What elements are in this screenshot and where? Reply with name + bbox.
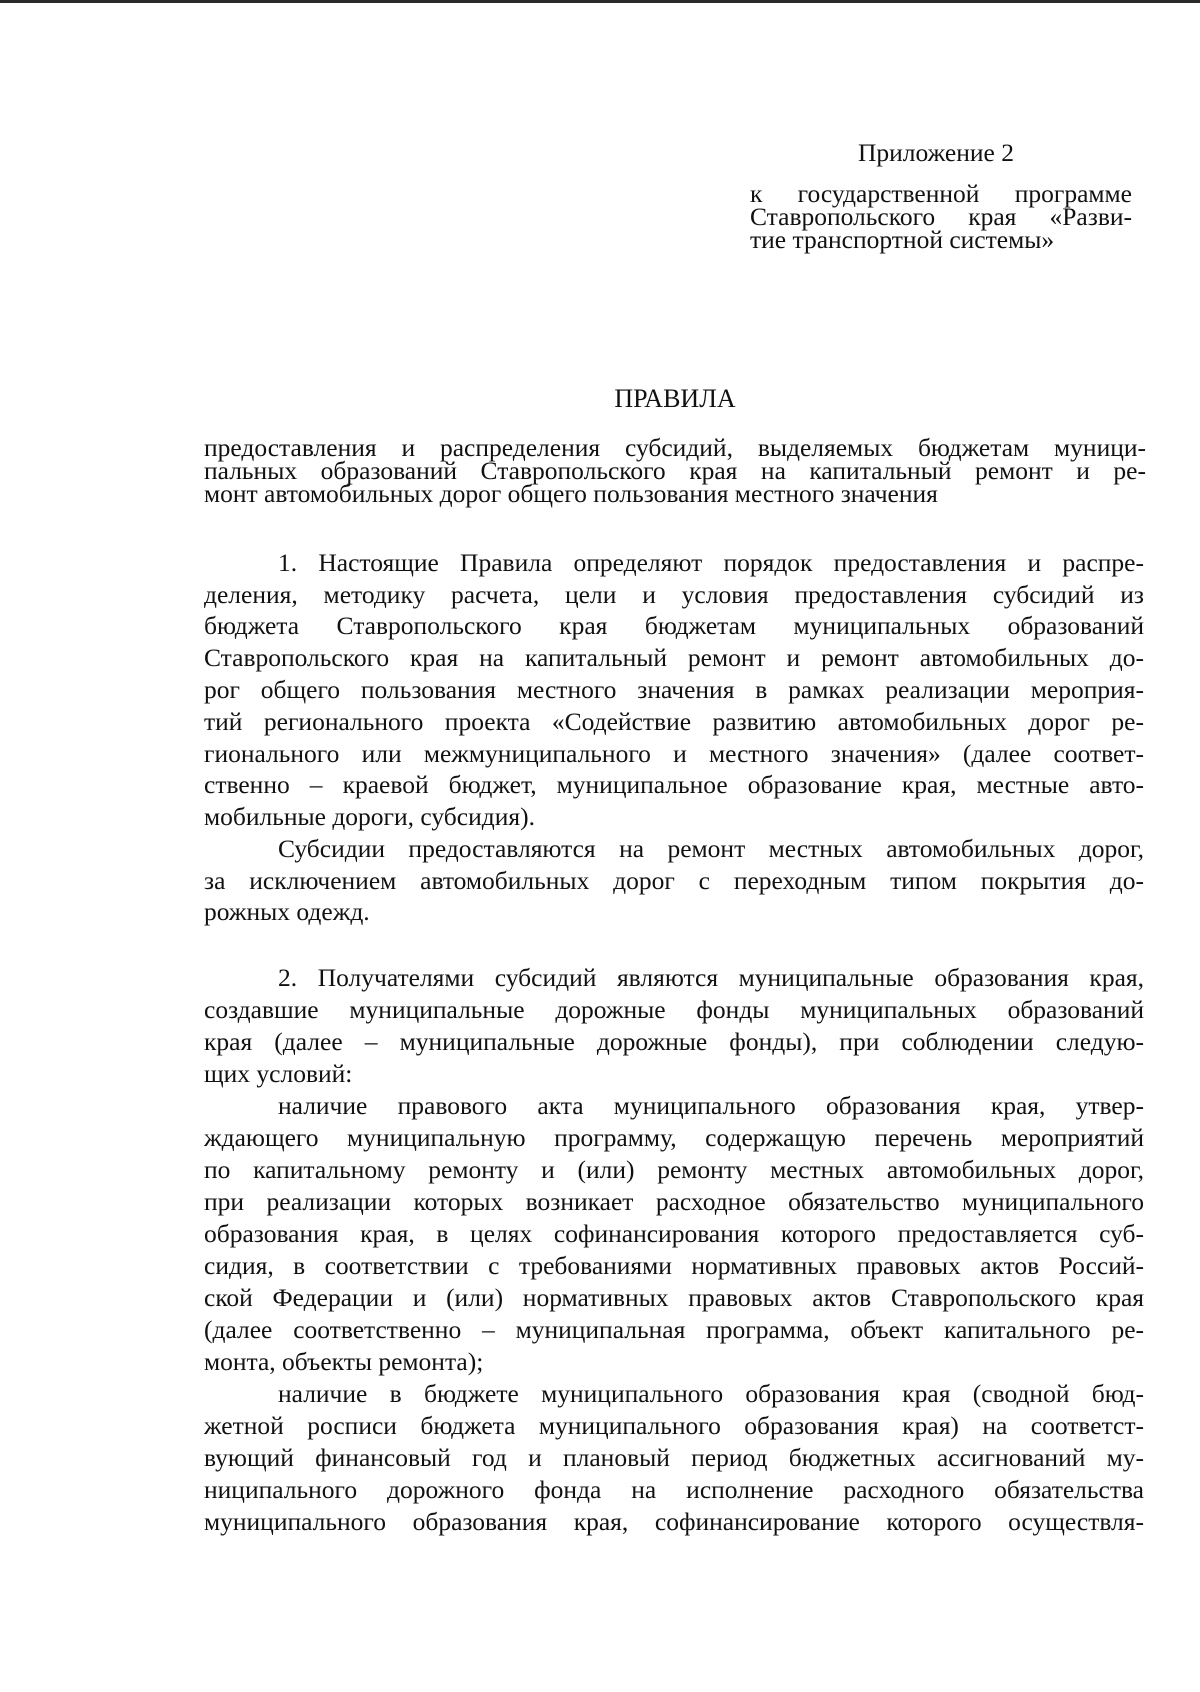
- body-line: ской Федерации и (или) нормативных правовых актов Ставропольского края: [204, 1283, 1144, 1312]
- body-line: ственно – краевой бюджет, муниципальное образование края, местные авто-: [204, 770, 1144, 799]
- body-line: мобильные дороги, субсидия).: [204, 802, 535, 831]
- body-line: образования края, в целях софинансирования которого предоставляется суб-: [204, 1219, 1144, 1248]
- body-line: щих условий:: [204, 1059, 353, 1088]
- body-line: Субсидии предоставляются на ремонт местных автомобильных дорог,: [278, 834, 1144, 863]
- body-line: (далее соответственно – муниципальная программа, объект капитального ре-: [204, 1315, 1144, 1344]
- body-line: вующий финансовый год и плановый период бюджетных ассигнований му-: [204, 1443, 1144, 1472]
- body-line: тий регионального проекта «Содействие развитию автомобильных дорог ре-: [204, 707, 1144, 736]
- document-title-text: ПРАВИЛА: [614, 384, 736, 413]
- body-line: гионального или межмуниципального и местного значения» (далее соответ-: [204, 739, 1144, 768]
- subtitle-line: пальных образований Ставропольского края на капитальный ремонт и ре-: [204, 456, 1146, 485]
- body-line: наличие в бюджете муниципального образования края (сводной бюд-: [278, 1379, 1144, 1408]
- subtitle-line: монт автомобильных дорог общего пользования местного значения: [204, 479, 938, 508]
- body-line: 1. Настоящие Правила определяют порядок предоставления и распре-: [278, 548, 1144, 577]
- body-line: рожных одежд.: [204, 897, 370, 926]
- body-line: рог общего пользования местного значения в рамках реализации мероприя-: [204, 675, 1144, 704]
- body-line: бюджета Ставропольского края бюджетам муниципальных образований: [204, 611, 1144, 640]
- body-line: при реализации которых возникает расходное обязательство муниципального: [204, 1187, 1144, 1216]
- body-line: ниципального дорожного фонда на исполнение расходного обязательства: [204, 1475, 1144, 1504]
- appendix-label: Приложение 2: [858, 138, 1014, 167]
- appendix-line: к государственной программе: [750, 179, 1132, 208]
- subtitle-line: предоставления и распределения субсидий, выделяемых бюджетам муници-: [204, 433, 1146, 462]
- body-line: деления, методику расчета, цели и условия предоставления субсидий из: [204, 580, 1144, 609]
- body-line: за исключением автомобильных дорог с переходным типом покрытия до-: [204, 866, 1144, 895]
- body-line: сидия, в соответствии с требованиями нормативных правовых актов Россий-: [204, 1251, 1144, 1280]
- body-line: края (далее – муниципальные дорожные фонды), при соблюдении следую-: [204, 1027, 1144, 1056]
- appendix-line: Ставропольского края «Разви-: [750, 202, 1132, 231]
- body-line: создавшие муниципальные дорожные фонды муниципальных образований: [204, 995, 1144, 1024]
- scan-border: [0, 0, 1200, 3]
- document-title: [0, 383, 1200, 415]
- body-line: жетной росписи бюджета муниципального образования края) на соответст-: [204, 1411, 1144, 1440]
- body-line: по капитальному ремонту и (или) ремонту местных автомобильных дорог,: [204, 1155, 1144, 1184]
- body-line: ждающего муниципальную программу, содержащую перечень мероприятий: [204, 1123, 1144, 1152]
- body-line: Ставропольского края на капитальный ремонт и ремонт автомобильных до-: [204, 643, 1144, 672]
- body-line: наличие правового акта муниципального образования края, утвер-: [278, 1091, 1144, 1120]
- body-line: 2. Получателями субсидий являются муниципальные образования края,: [278, 963, 1144, 992]
- appendix-line: тие транспортной системы»: [750, 225, 1055, 254]
- body-line: монта, объекты ремонта);: [204, 1347, 484, 1376]
- body-line: муниципального образования края, софинансирование которого осуществля-: [204, 1507, 1144, 1536]
